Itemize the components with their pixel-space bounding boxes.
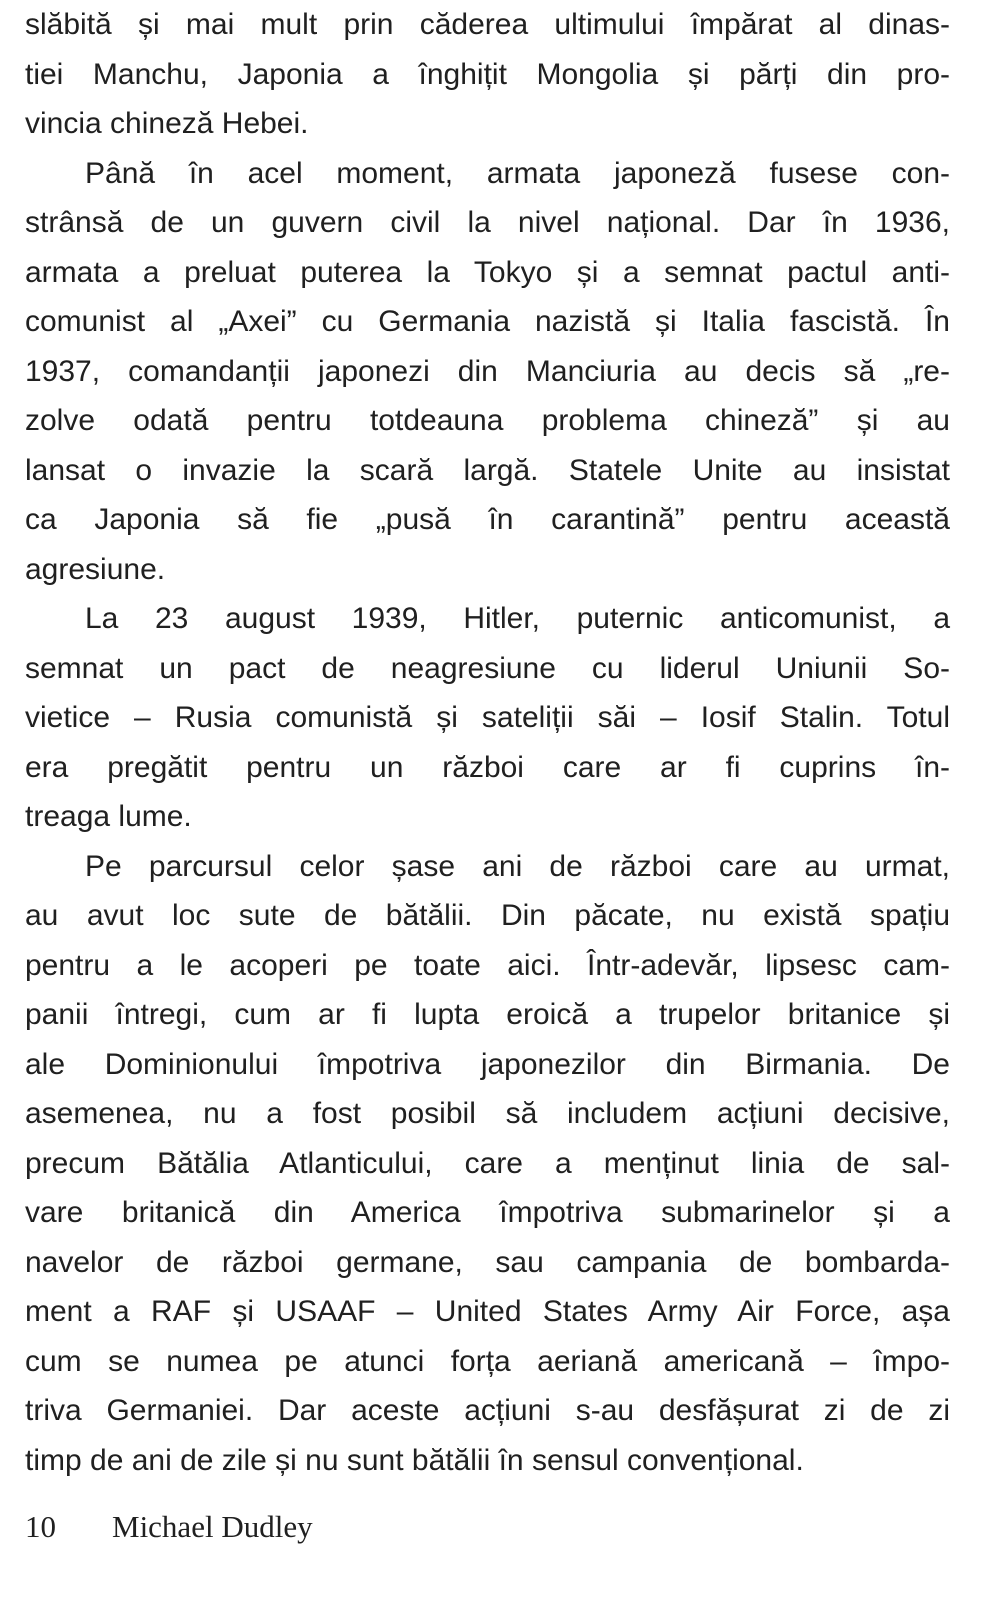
- text-line: pentru a le acoperi pe toate aici. Într-adevăr, lipsesc cam-: [25, 948, 950, 982]
- text-line: zolve odată pentru totdeauna problema chineză” și au: [25, 404, 950, 437]
- text-line: semnat un pact de neagresiune cu liderul Uniunii So-: [25, 651, 950, 685]
- paragraph: [25, 842, 950, 1486]
- page-number: 10: [25, 1509, 56, 1544]
- text-line: comunist al „Axei” cu Germania nazistă și Italia fascistă. În: [25, 305, 950, 338]
- page-text: [25, 0, 950, 1485]
- text-line: vare britanică din America împotriva submarinelor și a: [25, 1196, 950, 1229]
- text-line: strânsă de un guvern civil la nivel național. Dar în 1936,: [25, 206, 950, 239]
- paragraph: [25, 149, 950, 595]
- text-line: ca Japonia să fie „pusă în carantină” pentru această: [25, 503, 950, 536]
- text-line: navelor de război germane, sau campania de bombarda-: [25, 1245, 950, 1279]
- text-line: slăbită și mai mult prin căderea ultimului împărat al dinas-: [25, 8, 950, 41]
- text-line: tiei Manchu, Japonia a înghițit Mongolia și părți din pro-: [25, 57, 950, 91]
- paragraph: [25, 594, 950, 842]
- text-line: agresiune.: [25, 552, 166, 586]
- text-line: triva Germaniei. Dar aceste acțiuni s-au desfășurat zi de zi: [25, 1394, 950, 1427]
- text-line: precum Bătălia Atlanticului, care a menținut linia de sal-: [25, 1146, 950, 1180]
- text-line: cum se numea pe atunci forța aeriană americană – împo-: [25, 1344, 950, 1378]
- running-header-author: Michael Dudley: [112, 1509, 313, 1544]
- text-line: au avut loc sute de bătălii. Din păcate, nu există spațiu: [25, 899, 950, 932]
- text-line: panii întregi, cum ar fi lupta eroică a trupelor britanice și: [25, 998, 950, 1031]
- page-footer: [25, 1507, 950, 1547]
- text-line: asemenea, nu a fost posibil să includem acțiuni decisive,: [25, 1097, 950, 1130]
- text-line: ale Dominionului împotriva japonezilor din Birmania. De: [25, 1047, 950, 1081]
- text-line: La 23 august 1939, Hitler, puternic anticomunist, a: [85, 602, 950, 635]
- text-line: era pregătit pentru un război care ar fi cuprins în-: [25, 750, 950, 784]
- text-line: armata a preluat puterea la Tokyo și a semnat pactul anti-: [25, 255, 950, 289]
- text-line: ment a RAF și USAAF – United States Army Air Force, așa: [25, 1295, 950, 1328]
- text-line: Până în acel moment, armata japoneză fusese con-: [85, 156, 950, 190]
- text-line: timp de ani de zile și nu sunt bătălii în sensul convențional.: [25, 1443, 804, 1477]
- text-line: vincia chineză Hebei.: [25, 107, 309, 140]
- text-line: 1937, comandanții japonezi din Manciuria au decis să „re-: [25, 354, 950, 388]
- text-line: lansat o invazie la scară largă. Statele Unite au insistat: [25, 453, 950, 487]
- text-line: vietice – Rusia comunistă și sateliții săi – Iosif Stalin. Totul: [25, 701, 950, 734]
- text-line: treaga lume.: [25, 800, 192, 833]
- text-line: Pe parcursul celor șase ani de război care au urmat,: [85, 849, 950, 883]
- paragraph: [25, 0, 950, 149]
